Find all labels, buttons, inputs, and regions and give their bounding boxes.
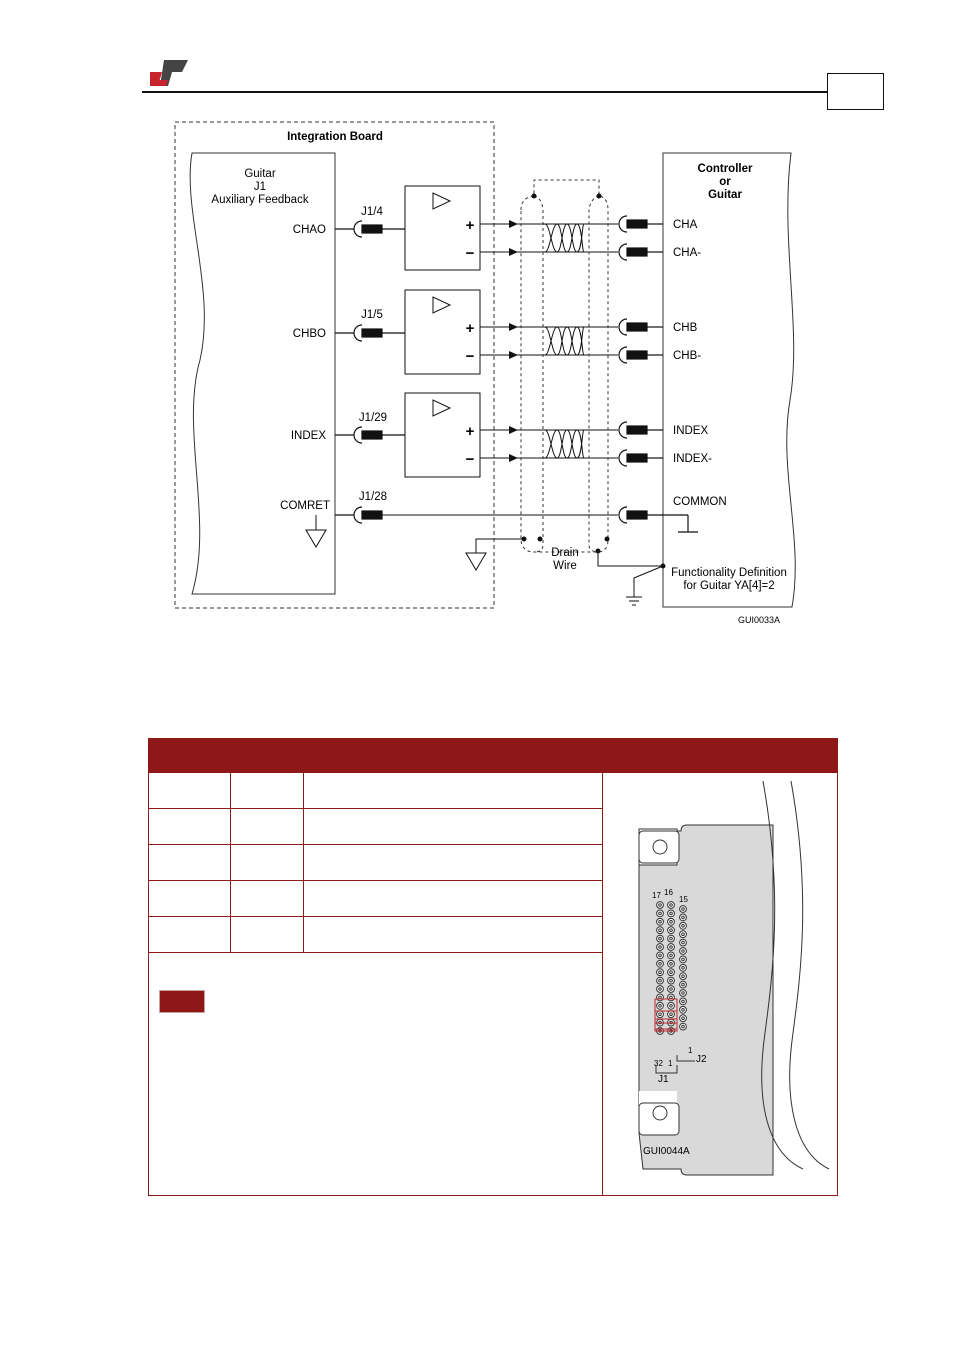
- table-row: [149, 917, 603, 953]
- signal-chb-minus-label: CHB-: [673, 350, 702, 362]
- shield-dots: [522, 194, 610, 554]
- left-connectors: [335, 221, 405, 523]
- table-row: [149, 845, 603, 881]
- pin-1-left-label: 1: [668, 1059, 673, 1068]
- connector-pin-core: [670, 912, 673, 915]
- connector-pin-core: [670, 996, 673, 999]
- connector-pin-core: [659, 904, 662, 907]
- guitar-j1-block: [190, 153, 335, 594]
- pin-j1-4-label: J1/4: [361, 206, 383, 218]
- driver-1-minus: −: [465, 245, 475, 262]
- table-row: [149, 773, 603, 809]
- connector-pin-core: [659, 929, 662, 932]
- driver-3-minus: −: [465, 451, 475, 468]
- j2-label: J2: [696, 1054, 707, 1065]
- guitar-block-line-3: Auxiliary Feedback: [211, 194, 309, 206]
- drain-wire-label-1: Drain: [551, 547, 579, 559]
- figure-code-2: GUI0044A: [643, 1146, 690, 1157]
- connector-pin-core: [670, 929, 673, 932]
- connector-pin-core: [682, 983, 685, 986]
- connector-pin-core: [682, 967, 685, 970]
- connector-pin-core: [670, 937, 673, 940]
- connector-pin-core: [670, 979, 673, 982]
- signal-arrows: [509, 220, 518, 462]
- connector-pin-core: [682, 1009, 685, 1012]
- connector-pin-core: [670, 1013, 673, 1016]
- connector-pin-core: [682, 958, 685, 961]
- connector-pin-core: [670, 1005, 673, 1008]
- cable-shield: [521, 180, 608, 552]
- connector-pin-core: [659, 988, 662, 991]
- signal-index-minus-label: INDEX-: [673, 453, 712, 465]
- table-row: [149, 809, 603, 845]
- connector-pin-core: [659, 921, 662, 924]
- driver-2-minus: −: [465, 348, 475, 365]
- connector-pin-core: [659, 971, 662, 974]
- connector-pin-core: [670, 971, 673, 974]
- connector-pin-core: [670, 904, 673, 907]
- connector-pin-core: [682, 1000, 685, 1003]
- table-column-divider: [303, 773, 304, 953]
- pin-15-label: 15: [679, 895, 688, 904]
- connector-pin-core: [659, 979, 662, 982]
- connector-pin-core: [682, 992, 685, 995]
- controller-line-1: Controller: [697, 163, 753, 175]
- twisted-pairs: [545, 224, 584, 458]
- functionality-note-line-1: Functionality Definition: [671, 567, 787, 579]
- connector-pin-core: [659, 912, 662, 915]
- pin-17-label: 17: [652, 891, 661, 900]
- connector-pin-core: [670, 921, 673, 924]
- signal-common-label: COMMON: [673, 496, 727, 508]
- connector-pin-core: [659, 937, 662, 940]
- signal-cha-label: CHA: [673, 219, 698, 231]
- guitar-block-line-2: J1: [253, 181, 267, 193]
- pinout-table: [148, 738, 838, 1196]
- connector-pin-core: [682, 950, 685, 953]
- figure-code-1: GUI0033A: [738, 615, 781, 625]
- table-column-divider: [230, 773, 231, 953]
- connector-pin-core: [682, 975, 685, 978]
- integration-board-label: Integration Board: [287, 131, 383, 143]
- pin-1-right-label: 1: [688, 1046, 693, 1055]
- connector-pin-core: [670, 963, 673, 966]
- pin-32-label: 32: [654, 1059, 663, 1068]
- connector-pin-core: [682, 908, 685, 911]
- driver-1-plus: +: [465, 217, 475, 234]
- connector-pin-core: [659, 954, 662, 957]
- signal-comret-label: COMRET: [280, 500, 330, 512]
- pin-j1-29-label: J1/29: [358, 412, 388, 424]
- connector-pin-core: [670, 988, 673, 991]
- signal-chb-label: CHB: [673, 322, 698, 334]
- connector-pin-core: [659, 996, 662, 999]
- connector-pin-core: [659, 1005, 662, 1008]
- j1-label: J1: [658, 1074, 669, 1085]
- connector-pin-core: [682, 941, 685, 944]
- connector-pin-core: [682, 1025, 685, 1028]
- driver-2-plus: +: [465, 320, 475, 337]
- pin-j1-28-label: J1/28: [358, 491, 388, 503]
- controller-line-2: or: [719, 176, 731, 188]
- signal-chao-label: CHAO: [292, 224, 326, 236]
- connector-pin-core: [659, 1013, 662, 1016]
- signal-index-label: INDEX: [290, 430, 326, 442]
- drain-wire-label-2: Wire: [553, 560, 577, 572]
- connector-pin-core: [682, 933, 685, 936]
- connector-pin-core: [670, 954, 673, 957]
- guitar-block-line-1: Guitar: [244, 168, 276, 180]
- signal-index-right-label: INDEX: [673, 425, 709, 437]
- drain-ground: [466, 539, 524, 570]
- note-badge: [159, 990, 205, 1013]
- connector-pin-core: [659, 946, 662, 949]
- signal-cha-minus-label: CHA-: [673, 247, 702, 259]
- connector-pin-core: [670, 946, 673, 949]
- chassis-ground: [598, 551, 663, 605]
- pin-j1-5-label: J1/5: [361, 309, 383, 321]
- driver-3-plus: +: [465, 423, 475, 440]
- table-header-bar: [149, 739, 837, 773]
- functionality-note-line-2: for Guitar YA[4]=2: [683, 580, 775, 592]
- controller-line-3: Guitar: [708, 189, 742, 201]
- table-row: [149, 881, 603, 917]
- pin-16-label: 16: [664, 888, 673, 897]
- connector-pin-core: [682, 1017, 685, 1020]
- signal-chbo-label: CHBO: [292, 328, 326, 340]
- connector-illustration: [603, 773, 837, 1195]
- connector-pin-core: [682, 916, 685, 919]
- connector-pin-core: [659, 963, 662, 966]
- connector-pin-core: [682, 925, 685, 928]
